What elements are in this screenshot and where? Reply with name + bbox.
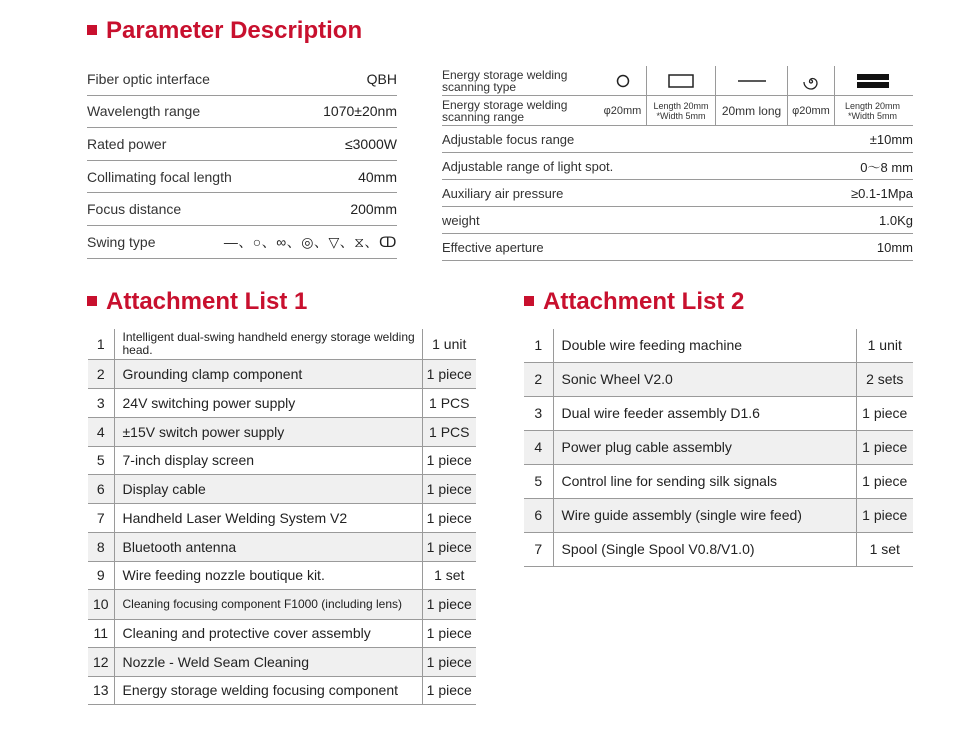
attachment-list-2-table [524,329,913,567]
rectangle-scan-icon [646,66,715,95]
table-row: 1 Double wire feeding machine 1 unit [524,329,913,362]
table-row: 10 Cleaning focusing component F1000 (including lens) 1 piece [88,589,476,619]
param-row: Focus distance 200mm [87,193,397,226]
scan-type-row: Energy storage welding scanning type [442,66,913,96]
param-row: Effective aperture 10mm [442,234,913,261]
square-bullet-icon [87,25,97,35]
param-row: Rated power ≤3000W [87,128,397,161]
param-row: Wavelength range 1070±20nm [87,96,397,129]
table-row: 4 ±15V switch power supply 1 PCS [88,417,476,446]
table-row: 3 Dual wire feeder assembly D1.6 1 piece [524,396,913,430]
attachment2-heading: Attachment List 2 [524,288,744,316]
table-row: 12 Nozzle - Weld Seam Cleaning 1 piece [88,647,476,676]
square-bullet-icon [524,296,534,306]
attachment1-heading: Attachment List 1 [87,288,307,316]
spiral-scan-icon [787,66,834,95]
param-row: Swing type —、○、∞、◎、▽、⧖、ↀ [87,226,397,259]
parameter-heading: Parameter Description [87,17,362,45]
square-bullet-icon [87,296,97,306]
table-row: 3 24V switching power supply 1 PCS [88,388,476,417]
table-row: 11 Cleaning and protective cover assembly 1 piece [88,619,476,647]
param-row: Collimating focal length 40mm [87,161,397,194]
scan-range-row: Energy storage welding scanning range φ20mm Length 20mm *Width 5mm 20mm long φ20mm Length 20mm *Width 5mm [442,96,913,126]
table-row: 6 Display cable 1 piece [88,474,476,503]
param-row: Fiber optic interface QBH [87,63,397,96]
table-row: 6 Wire guide assembly (single wire feed) 1 piece [524,498,913,532]
table-row: 5 Control line for sending silk signals 1 piece [524,464,913,498]
attachment-list-1-table [88,329,476,705]
circle-scan-icon [599,66,646,95]
table-row: 2 Grounding clamp component 1 piece [88,359,476,388]
param-row: Auxiliary air pressure ≥0.1-1Mpa [442,180,913,207]
table-row: 1 Intelligent dual-swing handheld energy storage welding head. 1 unit [88,329,476,359]
swing-type-symbols: —、○、∞、◎、▽、⧖、ↀ [223,233,397,250]
table-row: 2 Sonic Wheel V2.0 2 sets [524,362,913,396]
right-parameter-table [442,66,913,261]
table-row: 8 Bluetooth antenna 1 piece [88,532,476,561]
table-row: 4 Power plug cable assembly 1 piece [524,430,913,464]
table-row: 7 Handheld Laser Welding System V2 1 piece [88,503,476,532]
param-row: Adjustable focus range ±10mm [442,126,913,153]
table-row: 9 Wire feeding nozzle boutique kit. 1 set [88,561,476,589]
filled-bar-scan-icon [834,66,910,95]
table-row: 13 Energy storage welding focusing component 1 piece [88,676,476,704]
left-parameter-list [87,63,397,259]
table-row: 5 7-inch display screen 1 piece [88,446,476,474]
table-row: 7 Spool (Single Spool V0.8/V1.0) 1 set [524,532,913,566]
line-scan-icon [715,66,787,95]
param-row: weight 1.0Kg [442,207,913,234]
param-row: Adjustable range of light spot. 0～8 mm [442,153,913,180]
